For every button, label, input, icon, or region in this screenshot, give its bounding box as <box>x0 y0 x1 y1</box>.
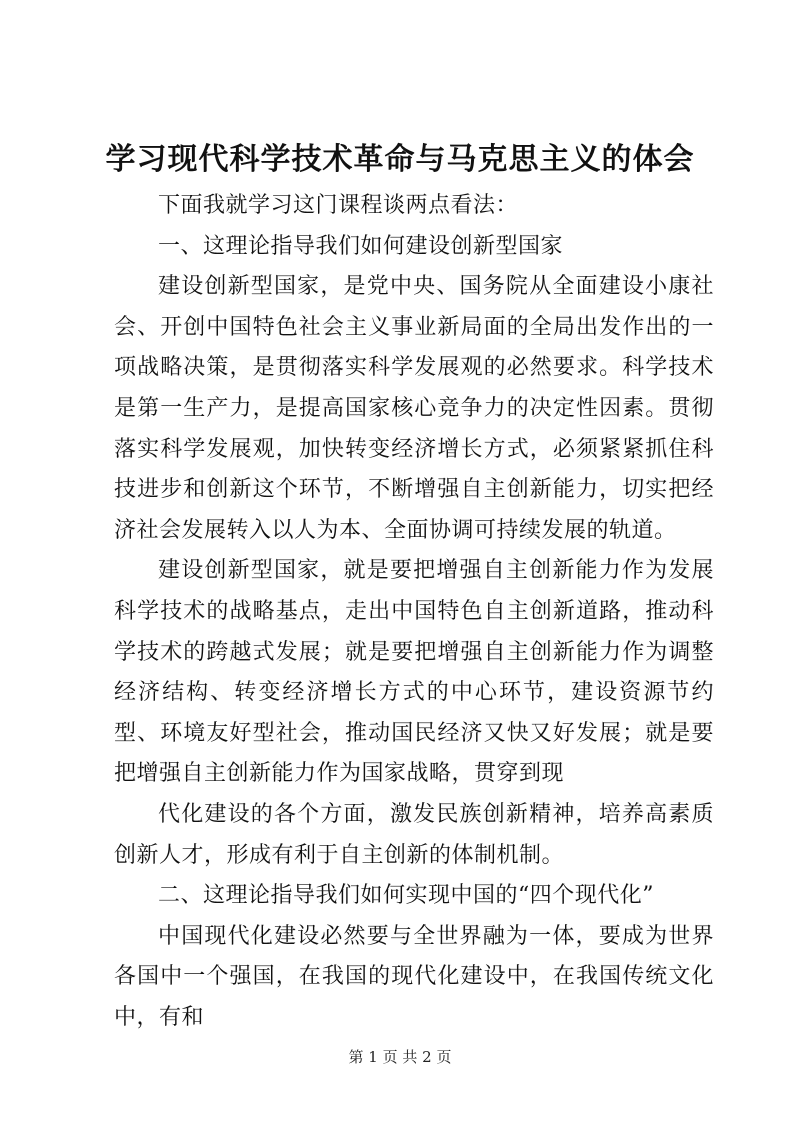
paragraph: 中国现代化建设必然要与全世界融为一体，要成为世界各国中一个强国，在我国的现代化建设中，在我国传统文化中，有和 <box>114 923 714 1030</box>
document-body <box>114 186 714 1038</box>
document-title: 学习现代科学技术革命与马克思主义的体会 <box>105 142 695 177</box>
section-heading-2: 二、这理论指导我们如何实现中国的“四个现代化” <box>158 883 654 909</box>
paragraph: 建设创新型国家，是党中央、国务院从全面建设小康社会、开创中国特色社会主义事业新局面的全局出发作出的一项战略决策，是贯彻落实科学发展观的必然要求。科学技术是第一生产力，是提高国家核心竞争力的决定性因素。贯彻落实科学发展观，加快转变经济增长方式，必须紧紧抓住科技进步和创新这个环节，不断增强自主创新能力，切实把经济社会发展转入以人为本、全面协调可持续发展的轨道。 <box>114 274 714 543</box>
section-heading-1: 一、这理论指导我们如何建设创新型国家 <box>158 233 564 259</box>
paragraph: 代化建设的各个方面，激发民族创新精神，培养高素质创新人才，形成有利于自主创新的体制机制。 <box>114 801 714 868</box>
page-footer: 第 1 页 共 2 页 <box>348 1048 452 1066</box>
paragraph-intro: 下面我就学习这门课程谈两点看法： <box>158 193 519 218</box>
paragraph: 建设创新型国家，就是要把增强自主创新能力作为发展科学技术的战略基点，走出中国特色自主创新道路，推动科学技术的跨越式发展；就是要把增强自主创新能力作为调整经济结构、转变经济增长方式的中心环节，建设资源节约型、环境友好型社会，推动国民经济又快又好发展；就是要把增强自主创新能力作为国家战略，贯穿到现 <box>114 558 714 787</box>
